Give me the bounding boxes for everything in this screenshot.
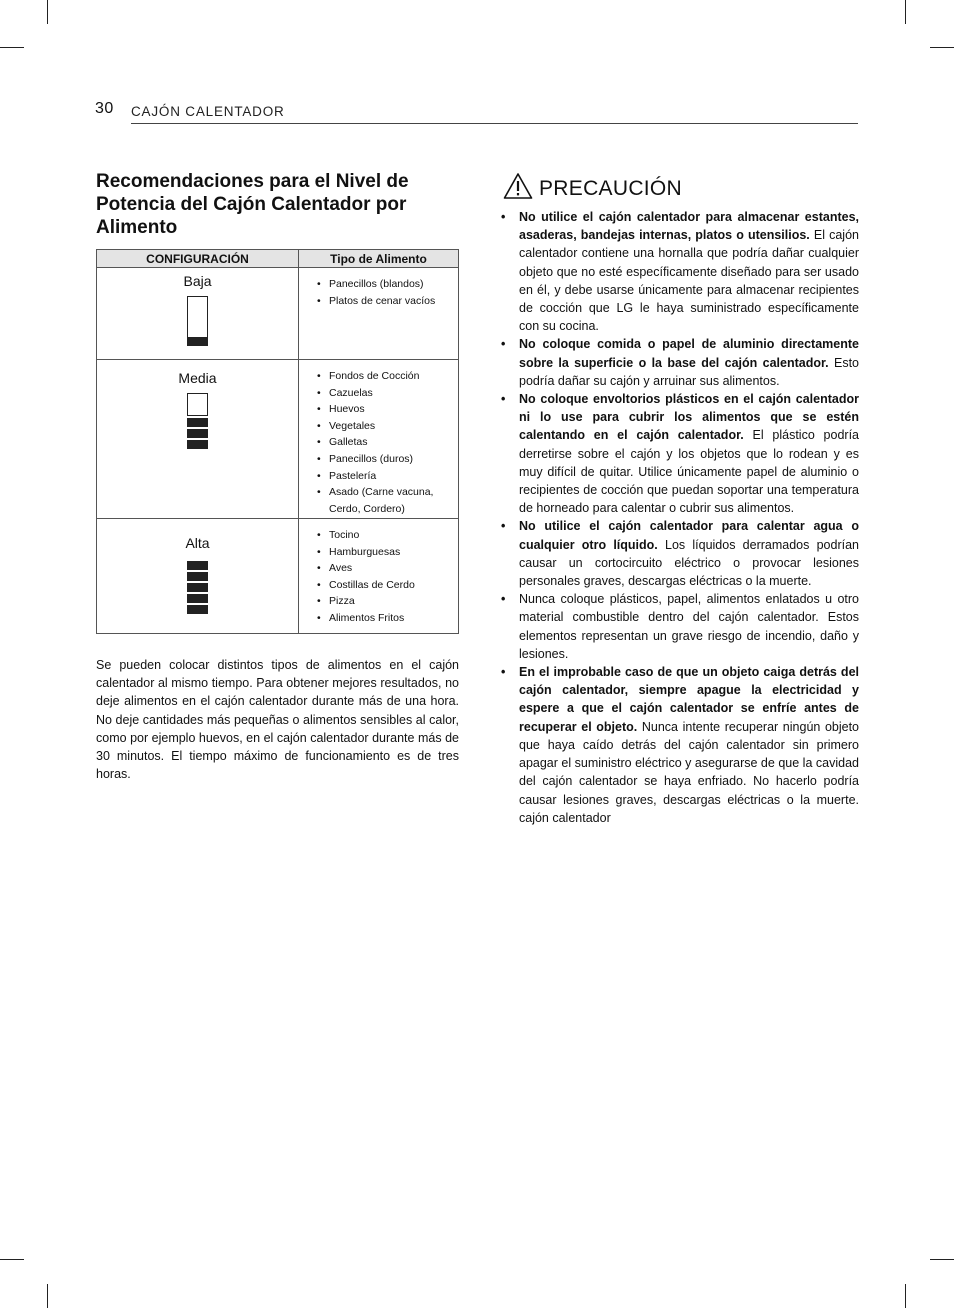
caution-text: El plástico podría derretirse sobre el cajón y los objetos que lo rodean y es muy difícil de quitar. Utilice únicamente papel de aluminio o recipientes de cocción que puedan soportar una temperatura de horneado para calentar o cubrir sus alimentos. — [519, 428, 859, 516]
crop-mark — [930, 47, 954, 48]
crop-mark — [905, 1284, 906, 1308]
running-header: CAJÓN CALENTADOR — [131, 104, 285, 119]
crop-mark — [0, 47, 24, 48]
caution-title: PRECAUCIÓN — [539, 176, 683, 200]
food-list — [299, 268, 458, 309]
gauge-fill — [188, 337, 207, 345]
food-list — [299, 360, 458, 517]
caution-heading — [503, 172, 682, 205]
list-item: • Vegetales — [317, 418, 456, 435]
list-item: • Aves — [317, 560, 456, 577]
list-item — [500, 390, 859, 517]
food-cell — [299, 360, 459, 519]
level-name: Baja — [183, 273, 212, 289]
crop-mark — [930, 1259, 954, 1260]
crop-mark — [47, 1284, 48, 1308]
gauge-bar — [187, 605, 208, 614]
list-item: • Cazuelas — [317, 385, 456, 402]
caution-text: Nunca intente recuperar ningún objeto que haya caído detrás del cajón calentador sin primero apagar el suministro eléctrico y asegurarse de que la cavidad del cajón calentador se haya enfriado. No hacerlo podría causar lesiones graves, descargas eléctricas o la muerte. cajón calentador — [519, 719, 859, 825]
level-name: Alta — [185, 535, 210, 551]
table-header-food-type: Tipo de Alimento — [299, 250, 459, 268]
list-item: • Pastelería — [317, 468, 456, 485]
header-divider — [131, 123, 858, 124]
gauge-bar — [187, 429, 208, 438]
list-item: • Panecillos (duros) — [317, 451, 456, 468]
food-cell — [299, 268, 459, 360]
caution-emphasis: En el improbable caso de que un objeto caiga detrás del cajón calentador, siempre apague la electricidad y espere a que el cajón calentador se enfríe antes de recuperar el objeto. — [519, 665, 859, 734]
setting-cell — [97, 268, 299, 360]
list-item: • Platos de cenar vacíos — [317, 293, 456, 310]
level-name: Media — [178, 370, 217, 386]
left-column — [96, 170, 459, 239]
power-level-table — [96, 249, 459, 634]
power-gauge-medium — [97, 393, 298, 449]
caution-text: Esto podría dañar su cajón y arruinar sus alimentos. — [519, 355, 859, 388]
list-item — [500, 335, 859, 390]
caution-text: Los líquidos derramados podrían causar un cortocircuito eléctrico o provocar lesiones personales graves, descargas eléctricas o la muerte. — [519, 537, 860, 589]
crop-mark — [47, 0, 48, 24]
gauge-bar — [187, 572, 208, 581]
power-gauge-high — [97, 561, 298, 614]
list-item: • Fondos de Cocción — [317, 368, 456, 385]
usage-note: Se pueden colocar distintos tipos de alimentos en el cajón calentador al mismo tiempo. Para obtener mejores resultados, no deje alimentos en el cajón calentador durante más de una hora. No deje cantidades más pequeñas o alimentos sensibles al calor, como por ejemplo huevos, en el cajón calentador durante más de 30 minutos. El tiempo máximo de funcionamiento es de tres horas. — [96, 658, 459, 782]
gauge-bar — [187, 583, 208, 592]
list-item: • Pizza — [317, 593, 456, 610]
table-header-setting: CONFIGURACIÓN — [97, 250, 299, 268]
setting-cell — [97, 360, 299, 519]
gauge-bar — [187, 418, 208, 427]
caution-emphasis: No coloque comida o papel de aluminio directamente sobre la superficie o la base del cajón calentador. — [519, 337, 859, 370]
setting-cell — [97, 519, 299, 634]
power-gauge-low — [97, 296, 298, 346]
list-item: • Costillas de Cerdo — [317, 577, 456, 594]
list-item: • Huevos — [317, 401, 456, 418]
table-row — [97, 360, 459, 519]
list-item — [500, 663, 859, 827]
gauge-bar — [187, 561, 208, 570]
list-item — [500, 590, 859, 663]
caution-text: El cajón calentador contiene una hornalla que podría dañar cualquier objeto que no esté específicamente diseñado para ser usado en él, y debe usarse únicamente para almacenar recipientes de cocción que LG le haya suministrado específicamente con su cocina. — [519, 228, 859, 334]
table-row — [97, 519, 459, 634]
gauge-bar — [187, 594, 208, 603]
crop-mark — [905, 0, 906, 24]
caution-emphasis: No utilice el cajón calentador para calentar agua o cualquier otro líquido. — [519, 519, 859, 552]
section-title: Recomendaciones para el Nivel de Potencia del Cajón Calentador por Alimento — [96, 171, 409, 238]
list-item: • Alimentos Fritos — [317, 610, 456, 627]
list-item: • Tocino — [317, 527, 456, 544]
list-item: • Asado (Carne vacuna, Cerdo, Cordero) — [317, 484, 456, 517]
list-item: • Panecillos (blandos) — [317, 276, 456, 293]
list-item — [500, 517, 859, 590]
caution-emphasis: No coloque envoltorios plásticos en el cajón calentador ni lo use para cubrir los alimentos que se estén calentando en el cajón calentador. — [519, 392, 859, 443]
table-row — [97, 268, 459, 360]
gauge-bar — [187, 440, 208, 449]
crop-mark — [0, 1259, 24, 1260]
gauge-bar — [187, 296, 208, 346]
caution-list — [500, 208, 859, 827]
list-item: • Galletas — [317, 434, 456, 451]
warning-triangle-icon — [503, 172, 533, 205]
caution-emphasis: No utilice el cajón calentador para almacenar estantes, asaderas, bandejas internas, platos o utensilios. — [519, 210, 859, 243]
list-item — [500, 208, 859, 335]
gauge-bar — [187, 393, 208, 416]
food-cell — [299, 519, 459, 634]
caution-text: Nunca coloque plásticos, papel, alimentos enlatados u otro material combustible dentro del cajón calentador. Estos elementos representan un grave riesgo de incendio, daño y lesiones. — [519, 592, 859, 661]
list-item: • Hamburguesas — [317, 544, 456, 561]
page-number: 30 — [95, 100, 114, 117]
food-list — [299, 519, 458, 627]
